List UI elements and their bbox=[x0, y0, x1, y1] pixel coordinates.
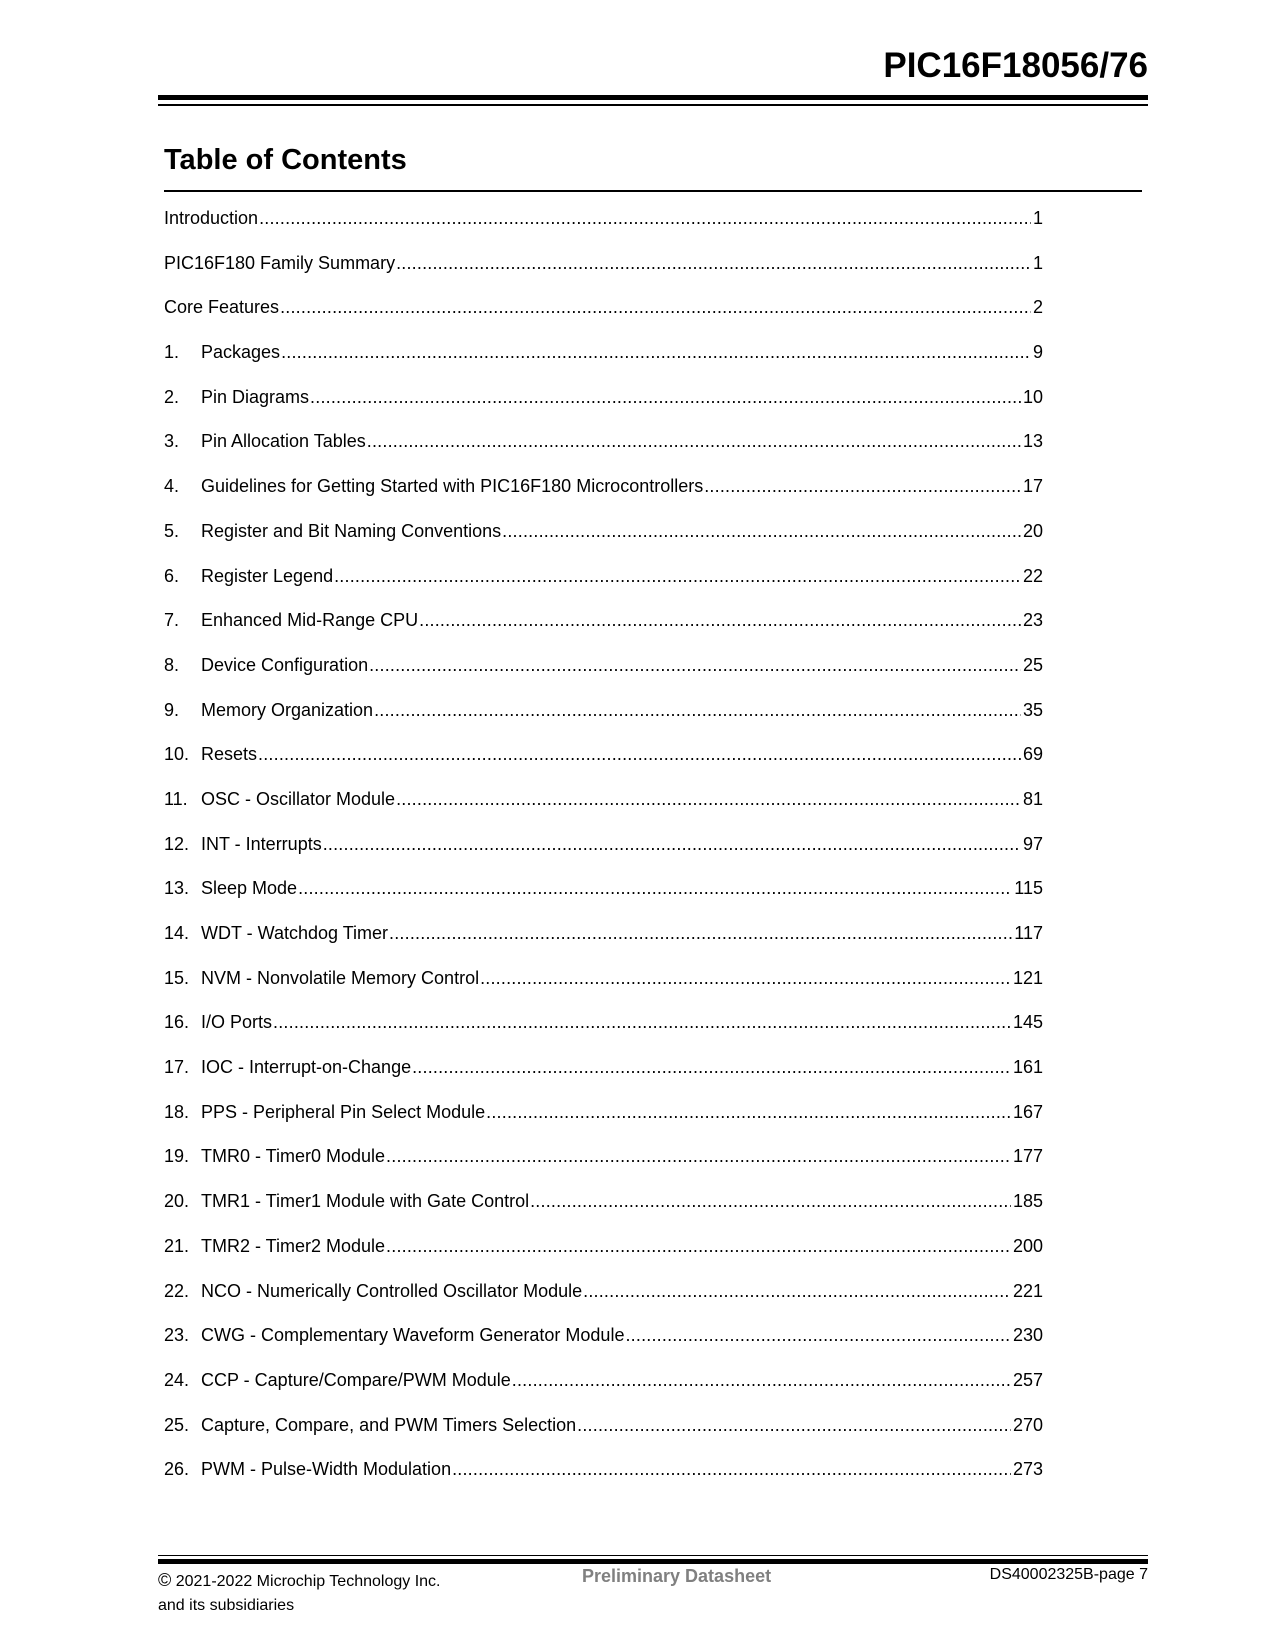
toc-dot-leader bbox=[386, 1144, 1011, 1168]
toc-dot-leader bbox=[280, 295, 1031, 319]
toc-dot-leader bbox=[583, 1279, 1011, 1303]
toc-entry-title[interactable]: IOC - Interrupt-on-Change bbox=[201, 1057, 412, 1078]
toc-dot-leader bbox=[452, 1457, 1011, 1481]
toc-entry-number: 25. bbox=[164, 1414, 190, 1435]
toc-entry-number: 2. bbox=[164, 386, 180, 407]
toc-entry[interactable] bbox=[164, 832, 1043, 877]
toc-entry-title[interactable]: Register and Bit Naming Conventions bbox=[201, 520, 502, 541]
toc-entry-number: 6. bbox=[164, 565, 180, 586]
toc-entry[interactable] bbox=[164, 340, 1043, 385]
toc-dot-leader bbox=[486, 1100, 1011, 1124]
toc-entry[interactable] bbox=[164, 1100, 1043, 1145]
toc-entry[interactable] bbox=[164, 921, 1043, 966]
toc-entry-number: 26. bbox=[164, 1459, 190, 1480]
toc-entry-page[interactable]: 161 bbox=[1012, 1057, 1043, 1078]
toc-list bbox=[164, 206, 1043, 1502]
toc-entry-title[interactable]: TMR0 - Timer0 Module bbox=[201, 1146, 386, 1167]
document-header-title: PIC16F18056/76 bbox=[883, 46, 1148, 85]
footer-rule-thick bbox=[158, 1559, 1148, 1564]
toc-entry-title[interactable]: OSC - Oscillator Module bbox=[201, 788, 396, 809]
toc-entry[interactable] bbox=[164, 698, 1043, 743]
toc-entry-title[interactable]: PIC16F180 Family Summary bbox=[164, 252, 396, 273]
toc-entry-number: 16. bbox=[164, 1012, 190, 1033]
toc-entry-number: 4. bbox=[164, 476, 180, 497]
toc-dot-leader bbox=[310, 385, 1021, 409]
toc-entry-title[interactable]: Sleep Mode bbox=[201, 878, 298, 899]
toc-entry[interactable] bbox=[164, 1323, 1043, 1368]
toc-entry-title[interactable]: Guidelines for Getting Started with PIC16F180 Microcontrollers bbox=[201, 476, 704, 497]
toc-entry-number: 5. bbox=[164, 520, 180, 541]
toc-dot-leader bbox=[480, 966, 1011, 990]
toc-entry-number: 23. bbox=[164, 1325, 190, 1346]
toc-entry-number: 22. bbox=[164, 1280, 190, 1301]
toc-entry-page[interactable]: 121 bbox=[1012, 967, 1043, 988]
toc-entry-title[interactable]: Pin Allocation Tables bbox=[201, 431, 366, 452]
toc-entry-page[interactable]: 270 bbox=[1012, 1414, 1043, 1435]
toc-entry-number: 20. bbox=[164, 1191, 190, 1212]
toc-entry-number: 15. bbox=[164, 967, 190, 988]
toc-entry-title[interactable]: Core Features bbox=[164, 297, 280, 318]
toc-dot-leader bbox=[323, 832, 1021, 856]
toc-entry-page[interactable]: 69 bbox=[1022, 744, 1043, 765]
toc-entry[interactable] bbox=[164, 966, 1043, 1011]
toc-entry[interactable] bbox=[164, 564, 1043, 609]
toc-entry-title[interactable]: Capture, Compare, and PWM Timers Selection bbox=[201, 1414, 577, 1435]
toc-dot-leader bbox=[386, 1234, 1011, 1258]
toc-entry[interactable] bbox=[164, 1457, 1043, 1502]
toc-entry-number: 12. bbox=[164, 833, 190, 854]
toc-entry-page[interactable]: 25 bbox=[1022, 654, 1043, 675]
toc-entry[interactable] bbox=[164, 1144, 1043, 1189]
toc-entry-page[interactable]: 1 bbox=[1032, 252, 1043, 273]
toc-entry-page[interactable]: 177 bbox=[1012, 1146, 1043, 1167]
toc-entry-page[interactable]: 17 bbox=[1022, 476, 1043, 497]
toc-entry-page[interactable]: 81 bbox=[1022, 788, 1043, 809]
toc-entry[interactable] bbox=[164, 787, 1043, 832]
toc-entry-page[interactable]: 200 bbox=[1012, 1235, 1043, 1256]
header-rule-thin bbox=[158, 104, 1148, 106]
toc-dot-leader bbox=[273, 1010, 1011, 1034]
footer-doc-page: DS40002325B-page 7 bbox=[989, 1566, 1148, 1583]
toc-entry-number: 9. bbox=[164, 699, 180, 720]
toc-dot-leader bbox=[396, 787, 1021, 811]
toc-entry-title[interactable]: Enhanced Mid-Range CPU bbox=[201, 610, 419, 631]
toc-entry-title[interactable]: TMR2 - Timer2 Module bbox=[201, 1235, 386, 1256]
toc-title: Table of Contents bbox=[164, 144, 407, 176]
toc-entry-page[interactable]: 97 bbox=[1022, 833, 1043, 854]
toc-entry-title[interactable]: Resets bbox=[201, 744, 258, 765]
toc-dot-leader bbox=[396, 251, 1031, 275]
toc-dot-leader bbox=[281, 340, 1031, 364]
toc-entry-number: 3. bbox=[164, 431, 180, 452]
copyright-line-2: and its subsidiaries bbox=[158, 1597, 295, 1614]
toc-entry[interactable] bbox=[164, 519, 1043, 564]
toc-entry-title[interactable]: NCO - Numerically Controlled Oscillator Module bbox=[201, 1280, 583, 1301]
toc-dot-leader bbox=[334, 564, 1021, 588]
toc-entry-page[interactable]: 145 bbox=[1012, 1012, 1043, 1033]
toc-entry-title[interactable]: Memory Organization bbox=[201, 699, 374, 720]
toc-dot-leader bbox=[389, 921, 1012, 945]
toc-entry-number: 13. bbox=[164, 878, 190, 899]
toc-dot-leader bbox=[530, 1189, 1011, 1213]
toc-dot-leader bbox=[298, 876, 1012, 900]
toc-entry-number: 1. bbox=[164, 342, 180, 363]
toc-entry-page[interactable]: 13 bbox=[1022, 431, 1043, 452]
toc-dot-leader bbox=[259, 206, 1031, 230]
toc-entry-title[interactable]: NVM - Nonvolatile Memory Control bbox=[201, 967, 480, 988]
toc-entry-page[interactable]: 221 bbox=[1012, 1280, 1043, 1301]
toc-entry-title[interactable]: PPS - Peripheral Pin Select Module bbox=[201, 1101, 486, 1122]
toc-entry[interactable] bbox=[164, 1413, 1043, 1458]
toc-entry-number: 17. bbox=[164, 1057, 190, 1078]
toc-entry[interactable] bbox=[164, 385, 1043, 430]
toc-entry-page[interactable]: 167 bbox=[1012, 1101, 1043, 1122]
footer-rule-thin bbox=[158, 1555, 1148, 1556]
toc-dot-leader bbox=[258, 742, 1021, 766]
toc-entry-title[interactable]: Packages bbox=[201, 342, 281, 363]
toc-entry-title[interactable]: Introduction bbox=[164, 208, 259, 228]
toc-entry[interactable] bbox=[164, 1279, 1043, 1324]
toc-entry[interactable] bbox=[164, 1234, 1043, 1279]
toc-entry-title[interactable]: Register Legend bbox=[201, 565, 334, 586]
toc-entry-number: 8. bbox=[164, 654, 180, 675]
copyright-symbol: © bbox=[158, 1570, 172, 1590]
toc-entry-title[interactable]: CWG - Complementary Waveform Generator Module bbox=[201, 1325, 625, 1346]
toc-entry[interactable] bbox=[164, 1010, 1043, 1055]
toc-entry-title[interactable]: WDT - Watchdog Timer bbox=[201, 923, 389, 943]
toc-dot-leader bbox=[419, 608, 1021, 632]
toc-entry[interactable] bbox=[164, 1189, 1043, 1234]
toc-entry-number: 10. bbox=[164, 744, 190, 765]
toc-title-rule bbox=[164, 190, 1142, 192]
toc-entry-page[interactable]: 1 bbox=[1032, 208, 1043, 228]
toc-entry[interactable] bbox=[164, 429, 1043, 474]
toc-entry-number: 19. bbox=[164, 1146, 190, 1167]
toc-entry[interactable] bbox=[164, 206, 1043, 251]
copyright-line-1: 2021-2022 Microchip Technology Inc. bbox=[175, 1573, 441, 1590]
toc-entry[interactable] bbox=[164, 876, 1043, 921]
toc-entry-number: 14. bbox=[164, 923, 190, 943]
toc-entry[interactable] bbox=[164, 251, 1043, 296]
toc-dot-leader bbox=[502, 519, 1021, 543]
footer-preliminary-label: Preliminary Datasheet bbox=[582, 1566, 772, 1586]
toc-entry[interactable] bbox=[164, 653, 1043, 698]
toc-dot-leader bbox=[512, 1368, 1011, 1392]
toc-entry-title[interactable]: Device Configuration bbox=[201, 654, 369, 675]
toc-dot-leader bbox=[412, 1055, 1011, 1079]
toc-entry[interactable] bbox=[164, 1368, 1043, 1413]
toc-entry-title[interactable]: CCP - Capture/Compare/PWM Module bbox=[201, 1369, 511, 1390]
toc-entry-number: 21. bbox=[164, 1235, 190, 1256]
toc-dot-leader bbox=[625, 1323, 1010, 1347]
toc-entry-title[interactable]: INT - Interrupts bbox=[201, 833, 322, 854]
toc-dot-leader bbox=[374, 698, 1021, 722]
toc-entry-page[interactable]: 230 bbox=[1012, 1325, 1043, 1346]
toc-entry-number: 7. bbox=[164, 610, 180, 631]
toc-entry-page[interactable]: 35 bbox=[1022, 699, 1043, 720]
toc-entry-page[interactable]: 23 bbox=[1022, 610, 1043, 631]
toc-entry-page[interactable]: 257 bbox=[1012, 1369, 1043, 1390]
toc-entry[interactable] bbox=[164, 295, 1043, 340]
toc-entry-page[interactable]: 185 bbox=[1012, 1191, 1043, 1212]
toc-entry-title[interactable]: Pin Diagrams bbox=[201, 386, 310, 407]
toc-entry-page[interactable]: 10 bbox=[1022, 386, 1043, 407]
toc-entry[interactable] bbox=[164, 1055, 1043, 1100]
toc-entry-page[interactable]: 115 bbox=[1014, 878, 1043, 899]
toc-entry-title[interactable]: PWM - Pulse-Width Modulation bbox=[201, 1459, 452, 1480]
header-rule-thick bbox=[158, 95, 1148, 100]
toc-entry-number: 11. bbox=[164, 788, 188, 809]
toc-entry[interactable] bbox=[164, 742, 1043, 787]
toc-entry-page[interactable]: 273 bbox=[1012, 1459, 1043, 1480]
toc-dot-leader bbox=[369, 653, 1021, 677]
toc-dot-leader bbox=[577, 1413, 1011, 1437]
toc-entry-page[interactable]: 20 bbox=[1022, 520, 1043, 541]
toc-entry-number: 24. bbox=[164, 1369, 190, 1390]
toc-entry-number: 18. bbox=[164, 1101, 190, 1122]
toc-entry-title[interactable]: I/O Ports bbox=[201, 1012, 273, 1033]
toc-entry[interactable] bbox=[164, 608, 1043, 653]
toc-dot-leader bbox=[367, 429, 1021, 453]
toc-entry-title[interactable]: TMR1 - Timer1 Module with Gate Control bbox=[201, 1191, 530, 1212]
toc-entry-page[interactable]: 2 bbox=[1032, 297, 1043, 318]
toc-entry-page[interactable]: 117 bbox=[1014, 923, 1043, 943]
footer-copyright bbox=[158, 1568, 440, 1618]
toc-entry-page[interactable]: 22 bbox=[1022, 565, 1043, 586]
toc-entry[interactable] bbox=[164, 474, 1043, 519]
toc-entry-page[interactable]: 9 bbox=[1032, 342, 1043, 363]
toc-dot-leader bbox=[704, 474, 1021, 498]
